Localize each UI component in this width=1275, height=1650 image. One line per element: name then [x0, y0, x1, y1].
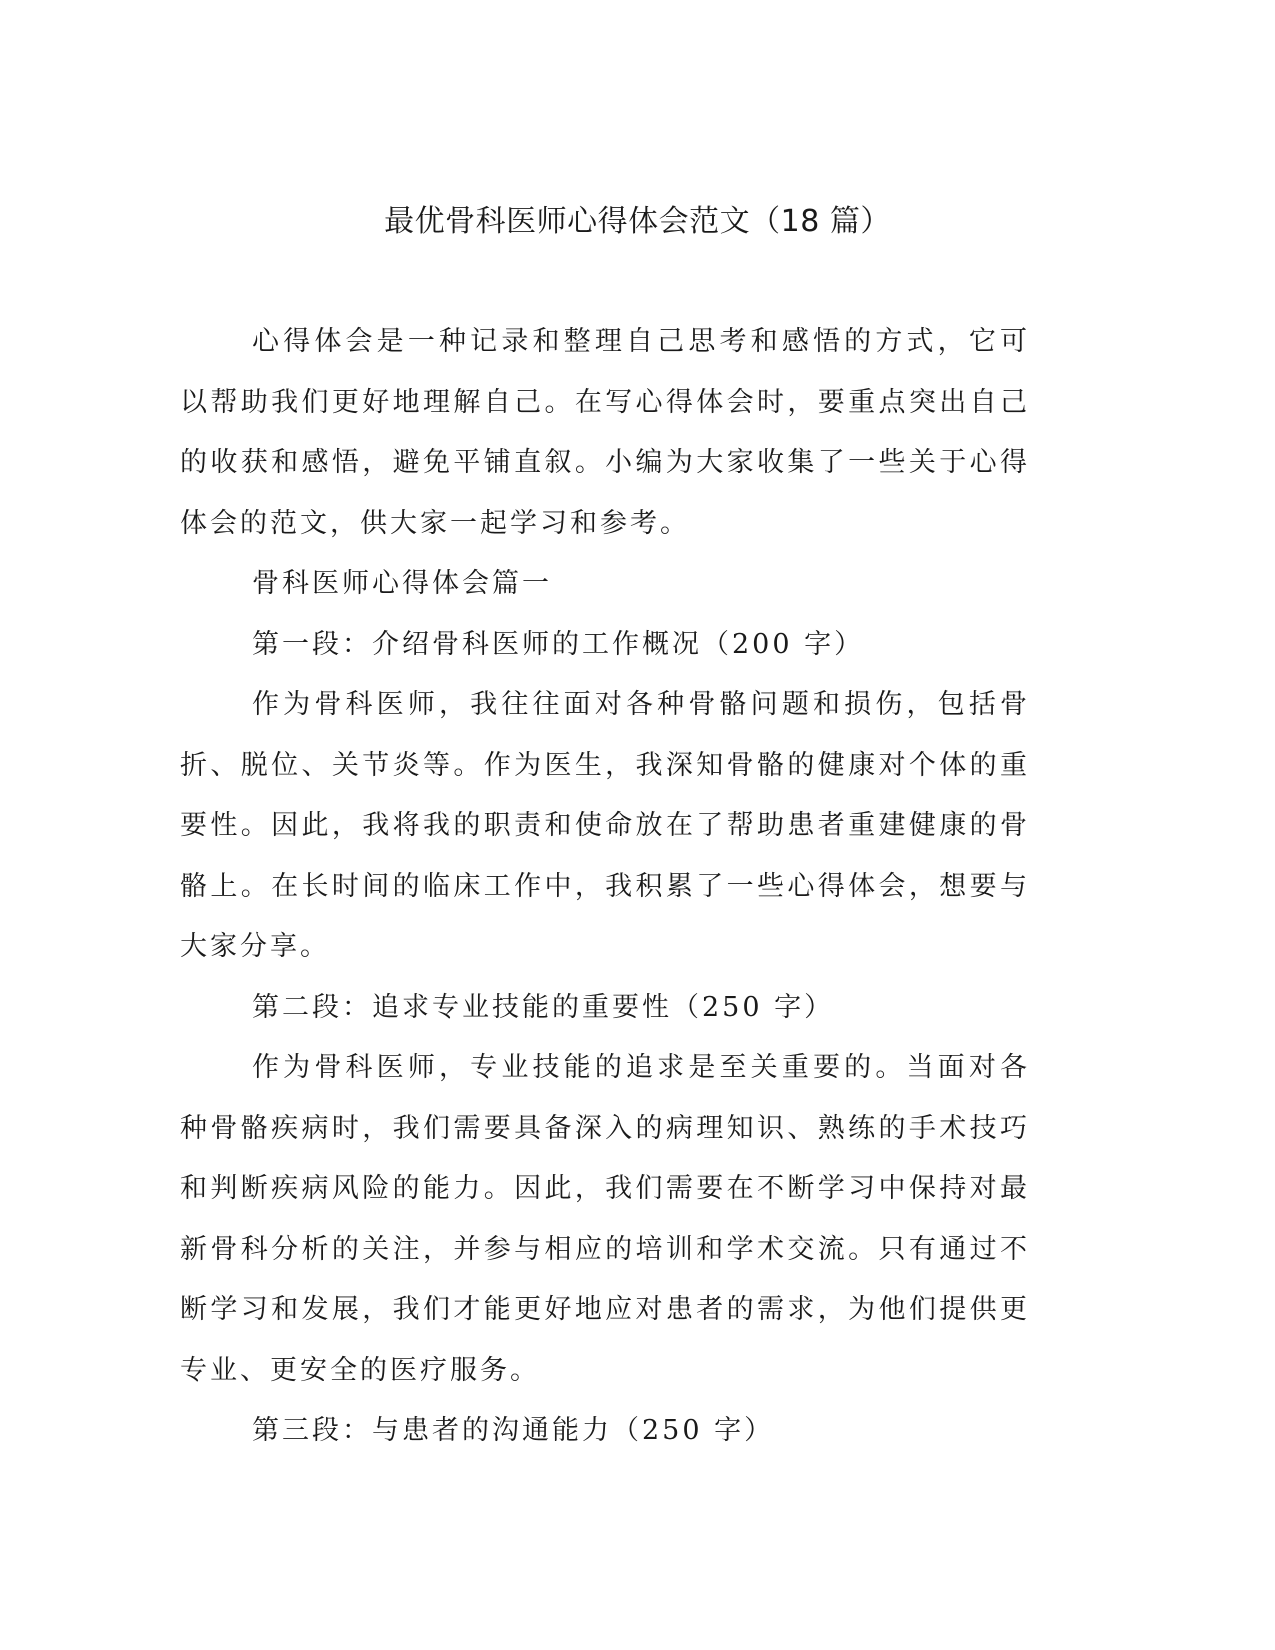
document-body	[180, 312, 1030, 1462]
section-heading-part-one: 骨科医师心得体会篇一	[252, 568, 552, 599]
body-paragraph-one: 作为骨科医师，我往往面对各种骨骼问题和损伤，包括骨折、脱位、关节炎等。作为医生，我深知骨骼的健康对个体的重要性。因此，我将我的职责和使命放在了帮助患者重建健康的骨骼上。在长时间的临床工作中，我积累了一些心得体会，想要与大家分享。	[180, 689, 1030, 962]
subheading-paragraph-one: 第一段：介绍骨科医师的工作概况（200 字）	[252, 628, 865, 660]
body-paragraph-two: 作为骨科医师，专业技能的追求是至关重要的。当面对各种骨骼疾病时，我们需要具备深入的病理知识、熟练的手术技巧和判断疾病风险的能力。因此，我们需要在不断学习中保持对最新骨科分析的关注，并参与相应的培训和学术交流。只有通过不断学习和发展，我们才能更好地应对患者的需求，为他们提供更专业、更安全的医疗服务。	[180, 1052, 1030, 1386]
subheading-paragraph-three: 第三段：与患者的沟通能力（250 字）	[252, 1415, 775, 1446]
subheading-paragraph-two: 第二段：追求专业技能的重要性（250 字）	[252, 991, 835, 1023]
document-title: 最优骨科医师心得体会范文（18 篇）	[384, 204, 891, 239]
intro-paragraph: 心得体会是一种记录和整理自己思考和感悟的方式，它可以帮助我们更好地理解自己。在写心得体会时，要重点突出自己的收获和感悟，避免平铺直叙。小编为大家收集了一些关于心得体会的范文，供大家一起学习和参考。	[180, 326, 1030, 539]
